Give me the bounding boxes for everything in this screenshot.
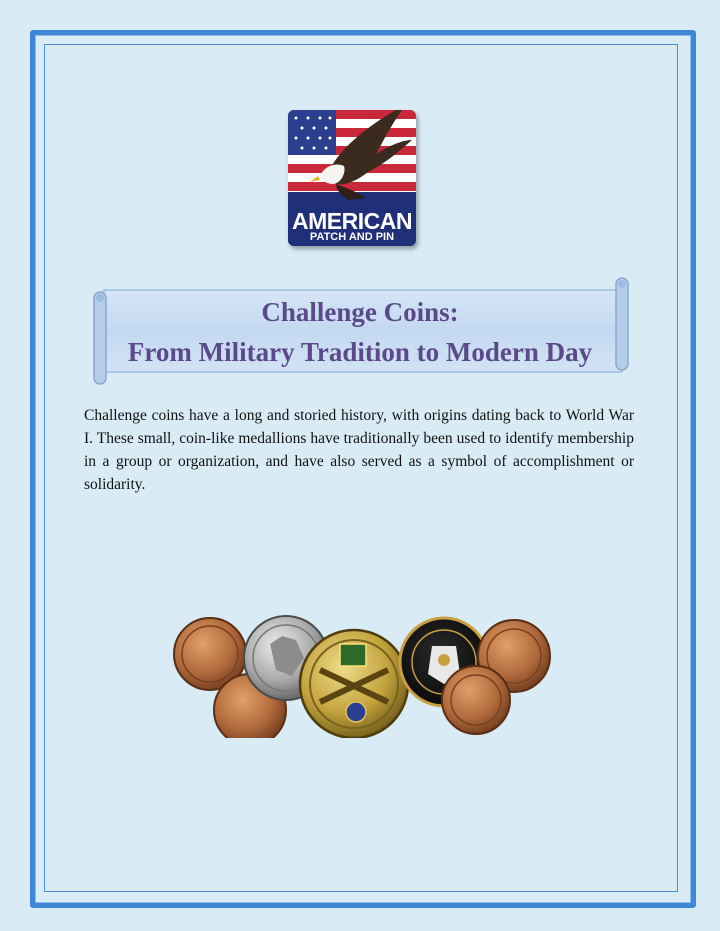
title-line-2: From Military Tradition to Modern Day	[127, 337, 593, 367]
title-line-1: Challenge Coins:	[261, 297, 459, 327]
page-title	[100, 292, 620, 372]
intro-paragraph: Challenge coins have a long and storied history, with origins dating back to World War I. These small, coin-like medallions have traditionally been used to identify membership in a group or organization, and have also served as a symbol of accomplishment or solidarity.	[84, 407, 634, 493]
challenge-coins-image	[170, 614, 554, 738]
logo-wordmark: AMERICAN	[292, 208, 412, 234]
bronze-coin-4	[442, 666, 510, 734]
logo-subtitle: PATCH AND PIN	[309, 231, 395, 243]
american-patch-and-pin-logo	[288, 110, 416, 246]
